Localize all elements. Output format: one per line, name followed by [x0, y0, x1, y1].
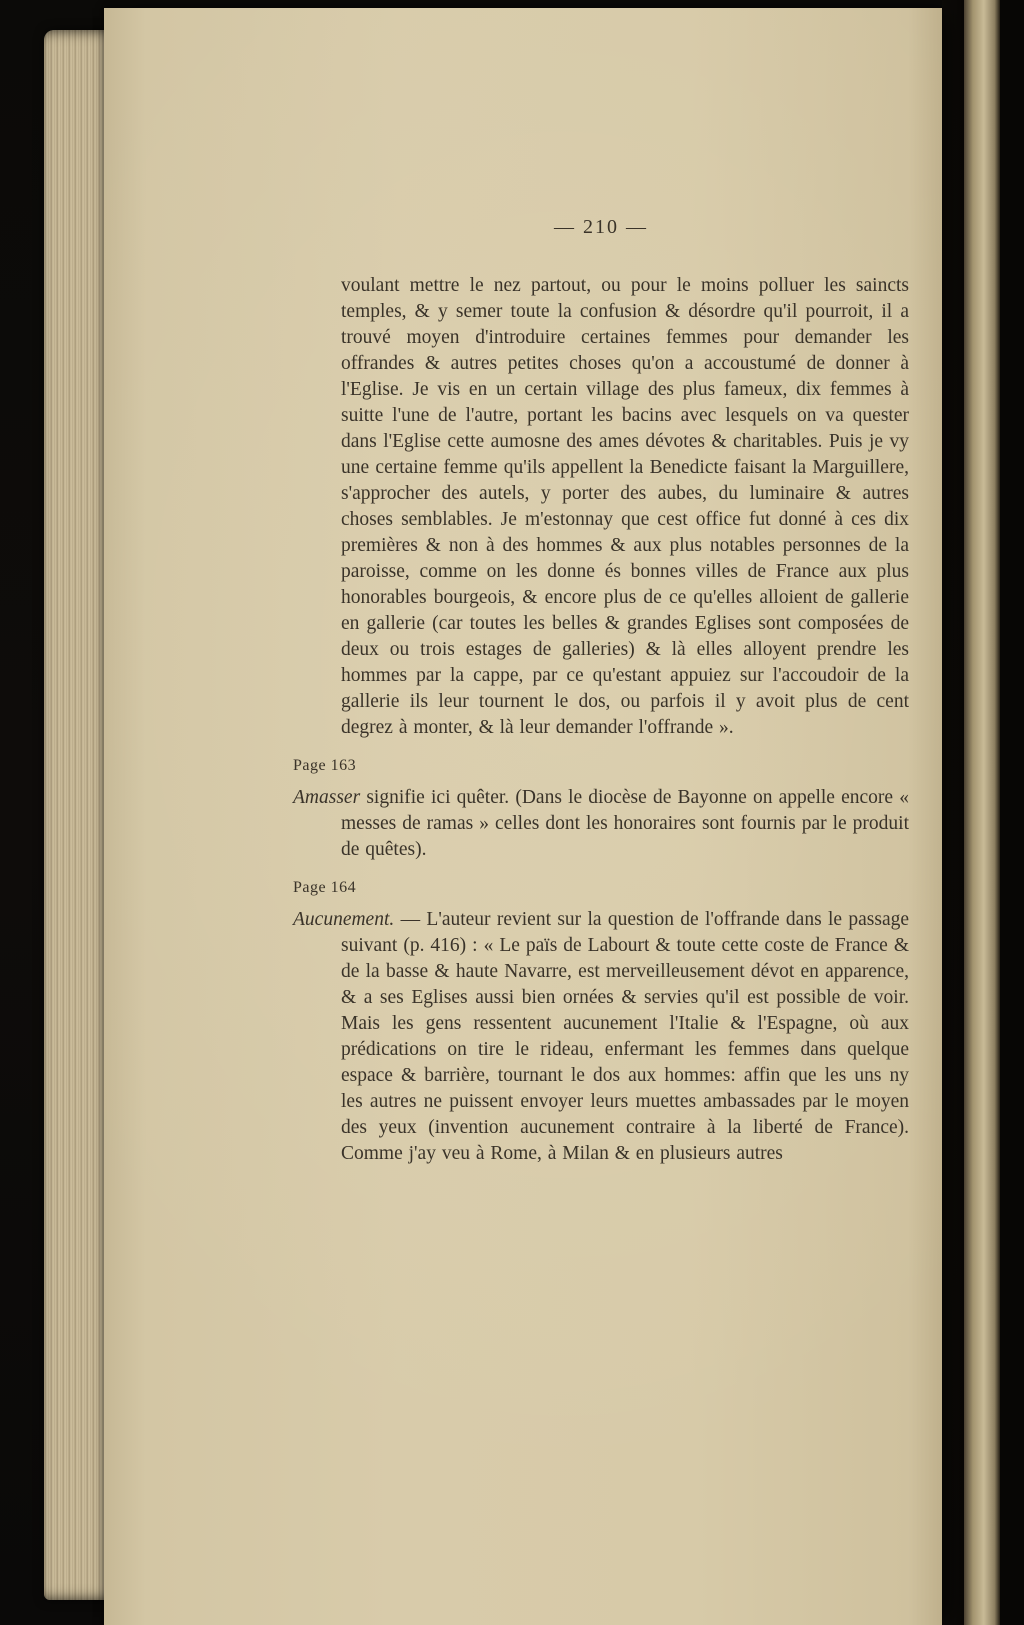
- quote-paragraph: voulant mettre le nez partout, ou pour le moins polluer les saincts temples, & y semer toute la confusion & désordre qu'il pourroit, il a trouvé moyen d'introduire certaines femmes pour demander les offrandes & autres petites choses qu'on a accoustumé de donner à l'Eglise. Je vis en un certain village des plus fameux, dix femmes à suitte l'une de l'autre, portant les bacins avec lesquels on va quester dans l'Eglise cette aumosne des ames dévotes & charitables. Puis je vy une certaine femme qu'ils appellent la Benedicte faisant la Marguillere, s'approcher des autels, y porter des aubes, du luminaire & autres choses semblables. Je m'estonnay que cest office fut donné à ces dix premières & non à des hommes & aux plus notables personnes de la paroisse, comme on les donne és bonnes villes de France aux plus honorables bourgeois, & encore plus de ce qu'elles alloient de gallerie en gallerie (car toutes les belles & grandes Eglises sont composées de deux ou trois estages de galleries) & là elles alloyent prendre les hommes par la cappe, par ce qu'estant appuiez sur l'accoudoir de la gallerie ils leur tournent le dos, ou parfois il y avoit plus de cent degrez à monter, & là leur demander l'offrande ».: [341, 275, 909, 738]
- entry-term: Amasser: [293, 787, 361, 808]
- entry-text: signifie ici quêter. (Dans le diocèse de Bayonne on appelle encore « messes de ramas » celles dont les honoraires sont fournis par le produit de quêtes).: [341, 787, 909, 860]
- book-page: [104, 8, 942, 1625]
- entry-amasser: [293, 785, 909, 863]
- page-number: — 210 —: [554, 216, 648, 238]
- page-reference-163: Page 163: [293, 757, 357, 774]
- adjacent-page-edge: [964, 0, 1000, 1625]
- entry-text: — L'auteur revient sur la question de l'offrande dans le passage suivant (p. 416) : « Le païs de Labourt & toute cette coste de France & de la basse & haute Navarre, est merveilleusement dévot en apparence, & a ses Eglises aussi bien ornées & servies qu'il est possible de voir. Mais les gens ressentent aucunement l'Italie & l'Espagne, où aux prédications on tire le rideau, enfermant les femmes dans quelque espace & barrière, tournant le dos aux hommes: affin que les uns ny les autres ne puissent envoyer leurs muettes ambassades par le moyen des yeux (invention aucunement contraire à la liberté de France). Comme j'ay veu à Rome, à Milan & en plusieurs autres: [341, 909, 910, 1164]
- page-reference-164: Page 164: [293, 879, 357, 896]
- entry-aucunement: [293, 907, 909, 1167]
- entry-term: Aucunement.: [293, 909, 395, 930]
- text-column: [293, 216, 909, 1167]
- background-right: [1000, 0, 1024, 1625]
- gutter-shadow: [942, 0, 964, 1625]
